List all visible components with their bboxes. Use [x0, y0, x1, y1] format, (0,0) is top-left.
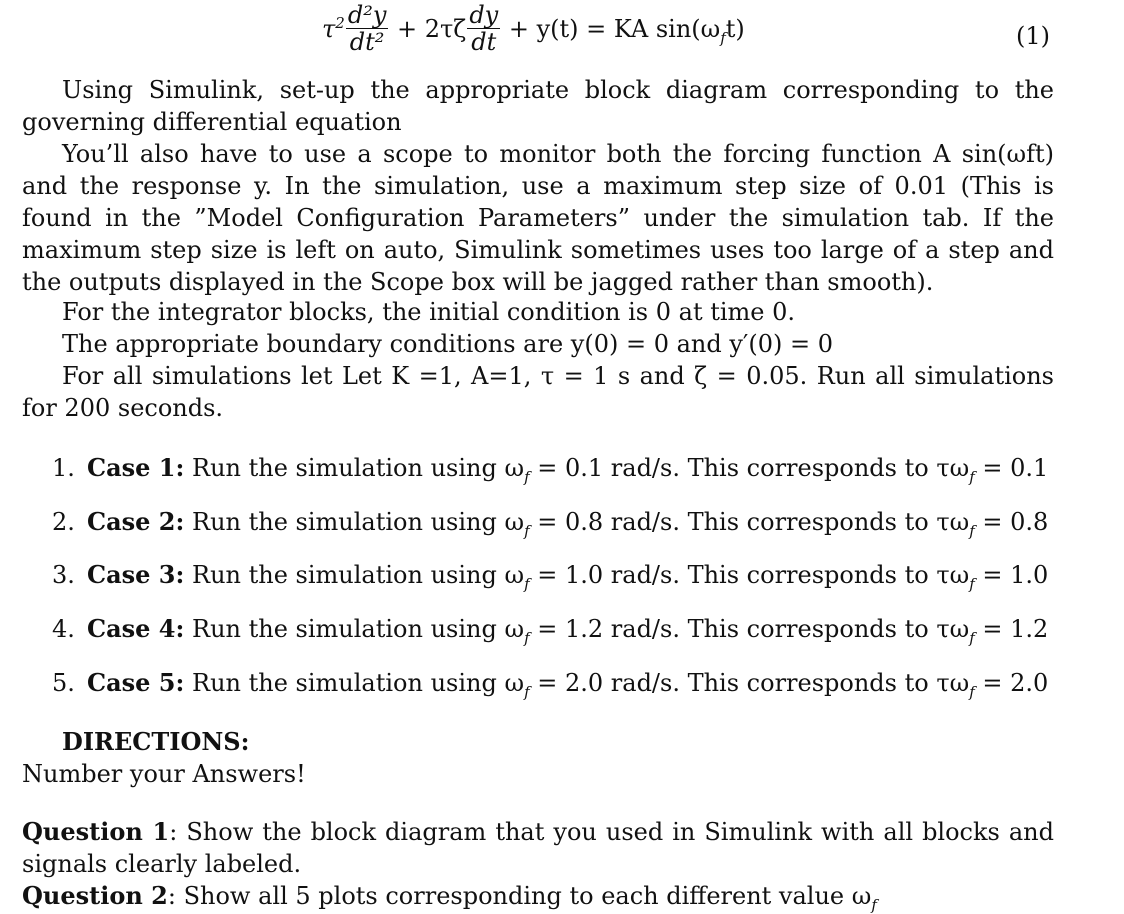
governing-equation	[322, 2, 745, 66]
paragraph-scope: You’ll also have to use a scope to monitor both the forcing function A sin(ωft) and the response y. In the simulation, use a maximum step size of 0.01 (This is found in the ”Model Configuration Parameters” under the simulation tab. If the maximum step size is left on auto, Simulink sometimes uses too large of a step and the outputs displayed in the Scope box will be jagged rather than smooth).	[22, 140, 1054, 296]
eq-rhs: + y(t) = KA $\sin(\omega_ft)$	[508, 14, 745, 47]
eq-tau-squared: $\tau^2$	[322, 13, 345, 43]
eq-second-derivative: $\frac{\text{d²y}}{\text{dt²}}$	[347, 1, 387, 56]
question-2-label: Question 2	[22, 881, 168, 910]
question-1-label: Question 1	[22, 817, 170, 846]
paragraph-boundary-conditions: The appropriate boundary conditions are y(0) = 0 and y′(0) = 0	[62, 330, 833, 358]
list-item: 3. Case 3: Run the simulation using $\omega_f = 1.0$ rad/s. This corresponds to $\tau\omega_f = 1.0$	[52, 560, 1049, 593]
paragraph-setup: Using Simulink, set-up the appropriate block diagram corresponding to the governing differential equation	[22, 76, 1054, 136]
paragraph-initial-condition: For the integrator blocks, the initial condition is 0 at time 0.	[62, 298, 796, 326]
question-1: Question 1: Show the block diagram that you used in Simulink with all blocks and signals clearly labeled.	[22, 817, 1054, 878]
paragraph-parameters: For all simulations let Let K =1, A=1, τ = 1 s and ζ = 0.05. Run all simulations for 200 seconds.	[22, 362, 1054, 422]
equation-number: (1)	[1016, 22, 1050, 50]
eq-first-derivative: $\frac{dy}{dt}$	[469, 1, 499, 56]
eq-damping-term: + 2τζ	[397, 14, 467, 43]
directions-note: Number your Answers!	[22, 760, 306, 788]
list-item: 1. Case 1: Run the simulation using $\omega_f = 0.1$ rad/s. This corresponds to $\tau\omega_f = 0.1$	[52, 453, 1049, 486]
list-item: 2. Case 2: Run the simulation using $\omega_f = 0.8$ rad/s. This corresponds to $\tau\omega_f = 0.8$	[52, 507, 1049, 540]
directions-heading: DIRECTIONS:	[62, 727, 250, 756]
list-item: 4. Case 4: Run the simulation using $\omega_f = 1.2$ rad/s. This corresponds to $\tau\omega_f = 1.2$	[52, 614, 1049, 647]
list-item: 5. Case 5: Run the simulation using $\omega_f = 2.0$ rad/s. This corresponds to $\tau\omega_f = 2.0$	[52, 668, 1049, 701]
question-2: Question 2: Show all 5 plots corresponding to each different value $\omega_f$	[22, 881, 877, 914]
